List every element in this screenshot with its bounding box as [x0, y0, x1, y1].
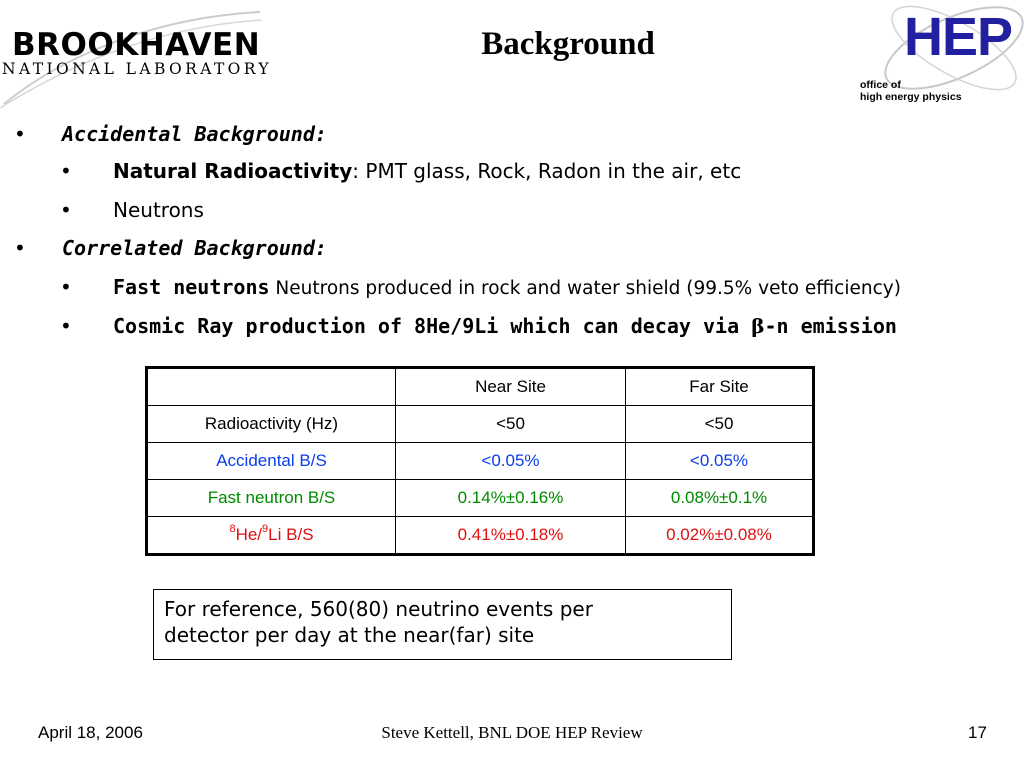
- bullet-cosmic-post: -n emission: [764, 314, 897, 338]
- hep-logo-line1: office of: [860, 79, 901, 91]
- table-row: [147, 406, 814, 443]
- bullet-cosmic-text: [113, 316, 897, 336]
- slide-title: Background: [481, 26, 655, 62]
- table-row: [147, 517, 814, 555]
- hep-logo-word: HEP: [904, 7, 1013, 67]
- bullet-cosmic-pre: Cosmic Ray production of 8He/9Li which can decay via: [113, 314, 752, 338]
- bullet-dot: •: [14, 122, 26, 146]
- table-header-cell: Far Site: [626, 368, 814, 406]
- bullet-natural: [60, 159, 742, 183]
- bullet-correlated: [14, 236, 327, 260]
- bullet-fast-bold: Fast neutrons: [113, 275, 270, 299]
- background-table: [145, 366, 815, 556]
- table-header-cell: [147, 368, 396, 406]
- bnl-logo-name: BROOKHAVEN: [12, 27, 261, 63]
- hep-logo: [858, 2, 1024, 106]
- row-label: Fast neutron B/S: [147, 480, 396, 517]
- bullet-fast: [60, 275, 901, 299]
- bullet-dot: •: [14, 236, 26, 260]
- table-row: [147, 443, 814, 480]
- near-site-value: <50: [396, 406, 626, 443]
- near-site-value: 0.41%±0.18%: [396, 517, 626, 555]
- bullet-accidental: [14, 122, 327, 146]
- bullet-neutrons: [60, 198, 204, 222]
- near-site-value: 0.14%±0.16%: [396, 480, 626, 517]
- bullet-dot: •: [60, 314, 72, 338]
- row-label: Radioactivity (Hz): [147, 406, 396, 443]
- row-label: Accidental B/S: [147, 443, 396, 480]
- bullet-cosmic: [60, 314, 897, 338]
- far-site-value: 0.08%±0.1%: [626, 480, 814, 517]
- bullet-dot: •: [60, 275, 72, 299]
- far-site-value: 0.02%±0.08%: [626, 517, 814, 555]
- bullet-fast-rest: Neutrons produced in rock and water shield (99.5% veto efficiency): [269, 278, 901, 299]
- bullet-dot: •: [60, 159, 72, 183]
- row-label: [147, 517, 396, 555]
- bullet-dot: •: [60, 198, 72, 222]
- near-site-value: <0.05%: [396, 443, 626, 480]
- table-header-cell: Near Site: [396, 368, 626, 406]
- superscript-8: 8: [229, 523, 236, 535]
- bullet-neutrons-text: Neutrons: [113, 198, 204, 222]
- reference-line-1: For reference, 560(80) neutrino events per: [164, 597, 593, 621]
- label-li: Li B/S: [268, 525, 314, 544]
- far-site-value: <0.05%: [626, 443, 814, 480]
- footer-page-number: 17: [968, 723, 987, 742]
- table-header-row: [147, 368, 814, 406]
- bullet-correlated-text: Correlated Background:: [62, 236, 327, 260]
- superscript-9: 9: [262, 523, 269, 535]
- bnl-logo-subtitle: NATIONAL LABORATORY: [2, 60, 273, 78]
- table-row: [147, 480, 814, 517]
- reference-box: [153, 589, 732, 660]
- hep-logo-line2: high energy physics: [860, 91, 962, 103]
- bullet-natural-bold: Natural Radioactivity: [113, 159, 353, 183]
- far-site-value: <50: [626, 406, 814, 443]
- footer-date: April 18, 2006: [38, 723, 143, 742]
- reference-line-2: detector per day at the near(far) site: [164, 623, 535, 647]
- bullet-accidental-text: Accidental Background:: [62, 122, 327, 146]
- bullet-natural-rest: : PMT glass, Rock, Radon in the air, etc: [352, 159, 742, 183]
- label-he: He/: [235, 525, 263, 544]
- bullet-cosmic-beta: β: [751, 314, 765, 338]
- footer-presenter: Steve Kettell, BNL DOE HEP Review: [381, 723, 643, 742]
